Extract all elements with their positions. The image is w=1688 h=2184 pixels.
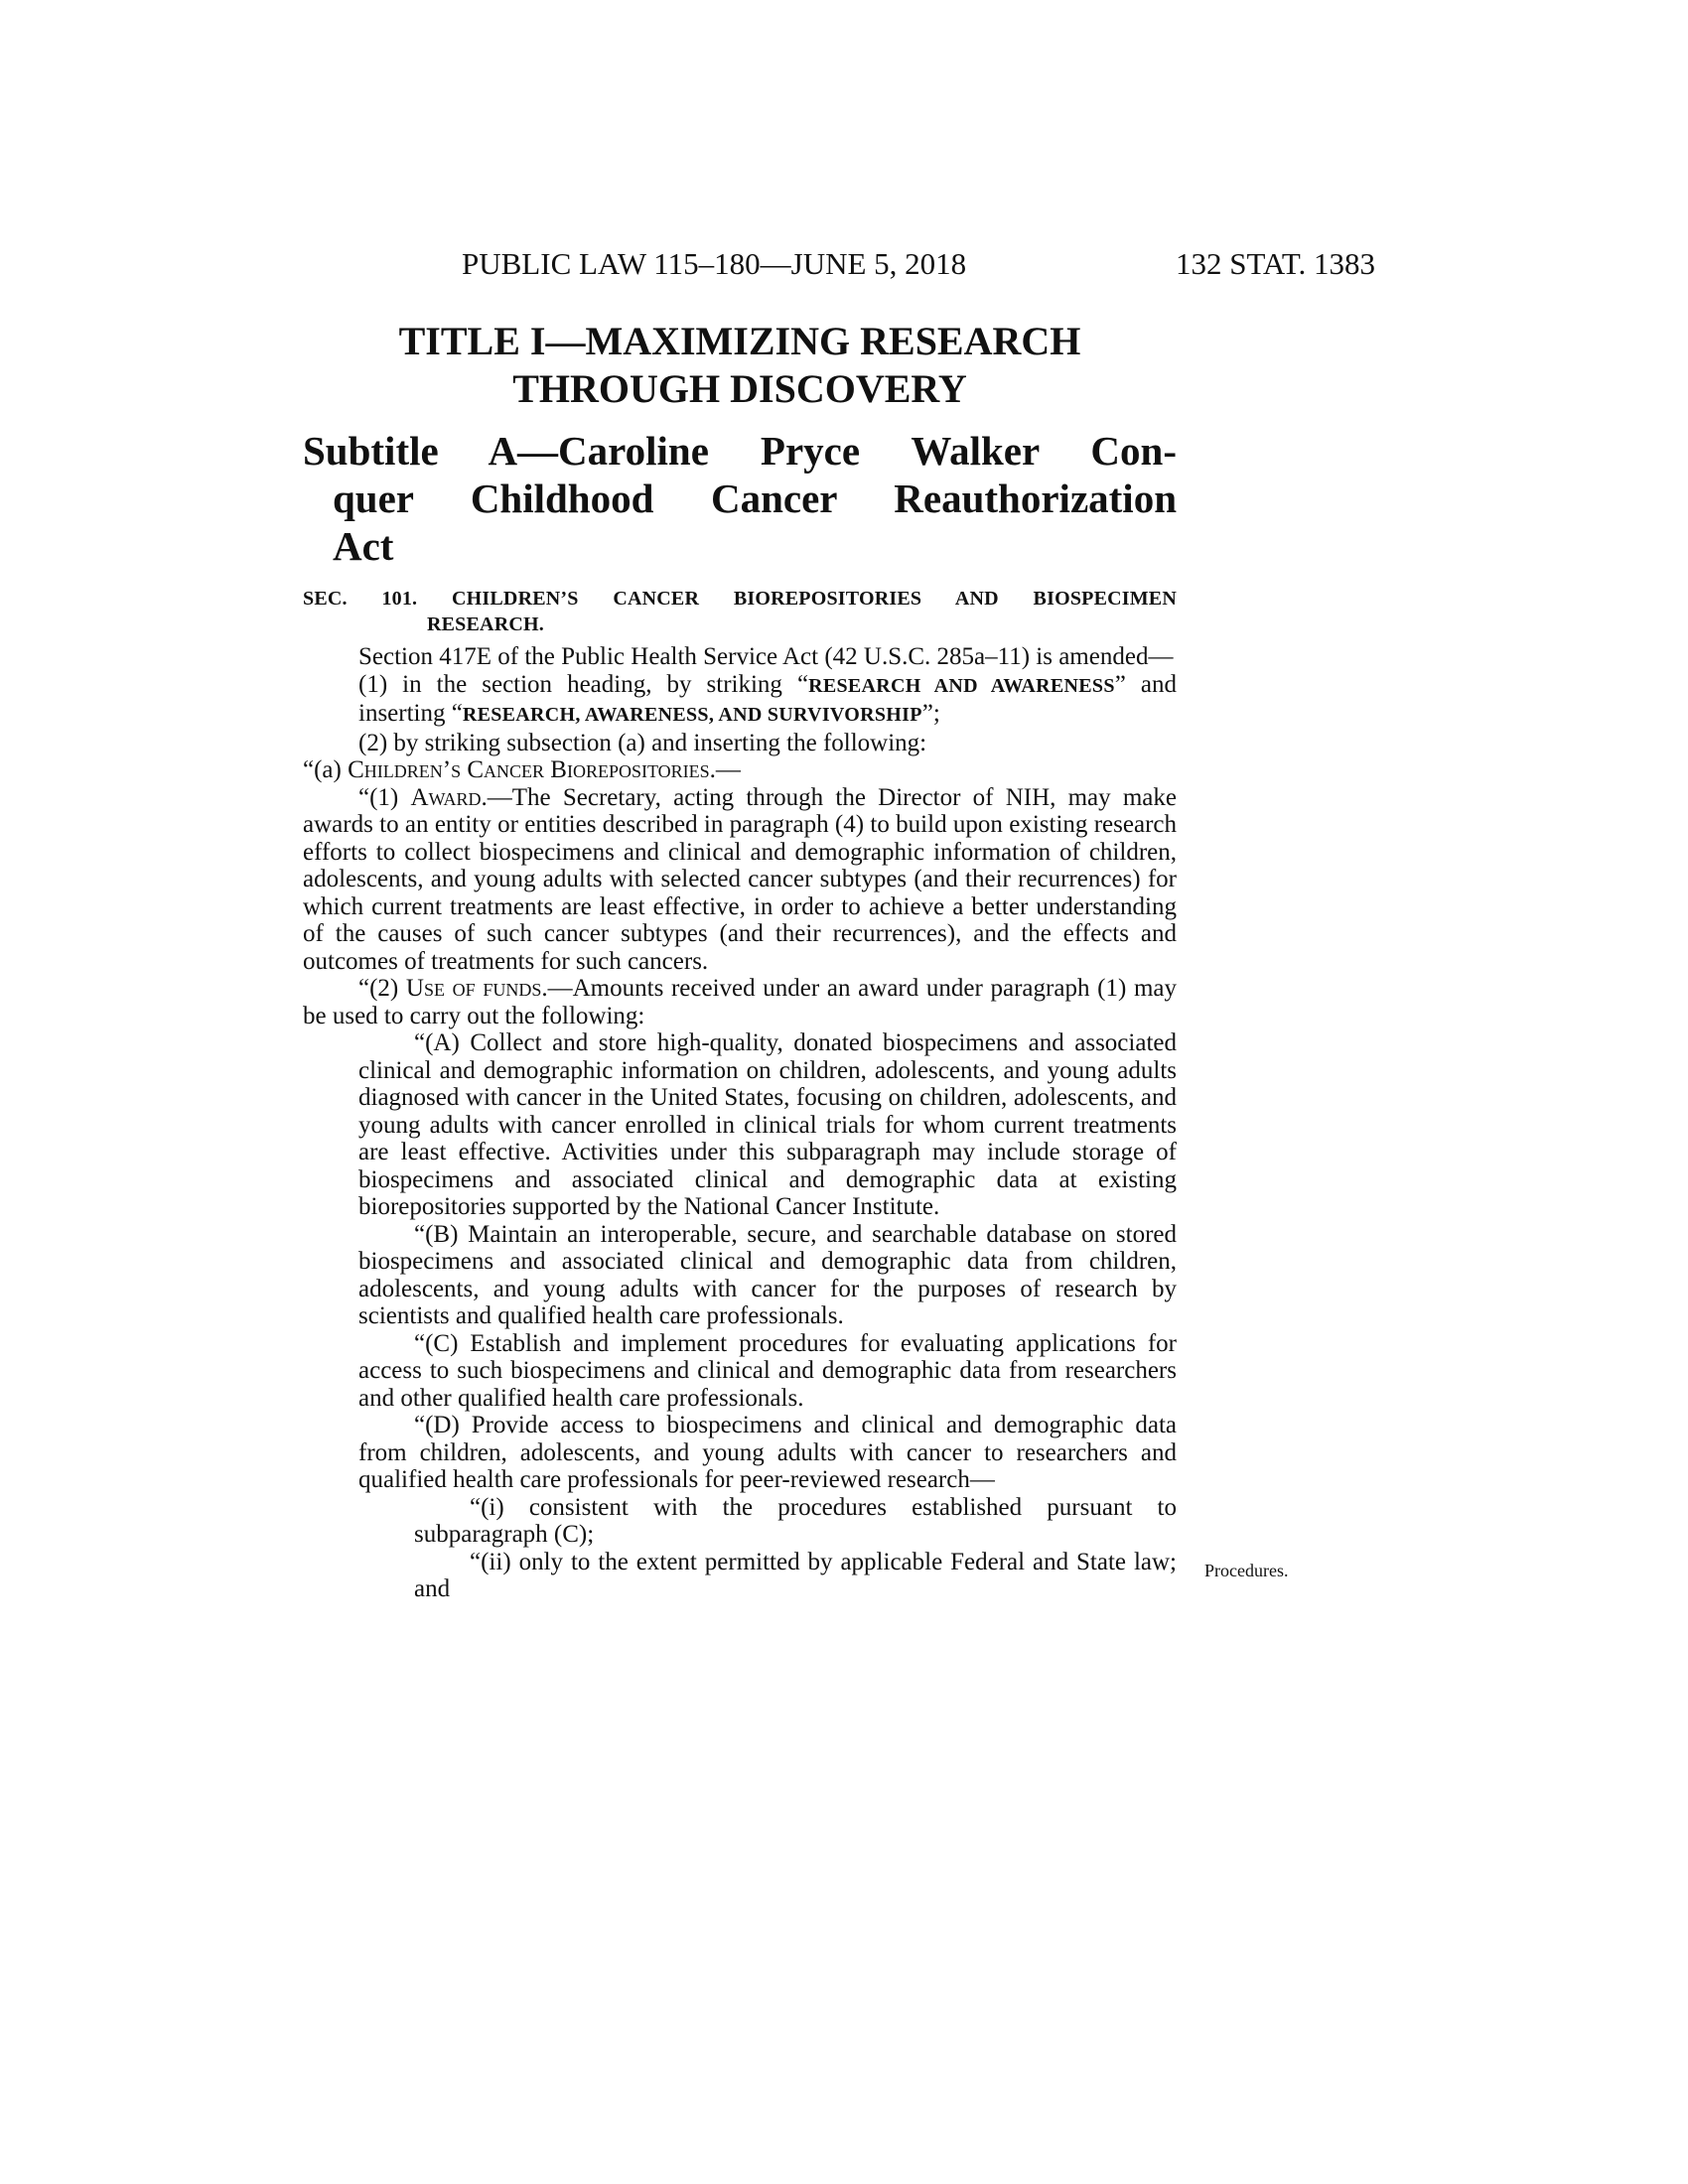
amendment-item-1: (1) in the section heading, by striking “RESEARCH AND AWARENESS” and inserting “RESEARCH, AWARENESS, AND SURVIVORSHIP”; (358, 670, 1178, 727)
section-heading-line-1: SEC. 101. CHILDREN’S CANCER BIOREPOSITORIES AND BIOSPECIMEN (303, 588, 1177, 610)
paragraph-1-award: “(1) Award.—The Secretary, acting through the Director of NIH, may make awards to an entity or entities described in paragraph (4) to build upon existing research efforts to collect biospecimens and clinical and demographic information of children, adolescents, and young adults with selected cancer subtypes (and their recurrences) for which current treatments are least effective, in order to achieve a better understanding of the causes of such cancer subtypes (and their recurrences), and the effects and outcomes of treatments for such cancers. (303, 783, 1177, 975)
subtitle-line-2: quer Childhood Cancer Reauthorization (333, 476, 1177, 521)
section-intro: Section 417E of the Public Health Service Act (42 U.S.C. 285a–11) is amended— (358, 643, 1174, 670)
section-body (303, 643, 1177, 1603)
paragraph-2-use-of-funds: “(2) Use of funds.—Amounts received under an award under paragraph (1) may be used to carry out the following: (303, 975, 1177, 1029)
subparagraph-b: “(B) Maintain an interoperable, secure, and searchable database on stored biospecimens and associated clinical and demographic data from children, adolescents, and young adults with cancer for the purposes of research by scientists and qualified health care professionals. (358, 1220, 1177, 1329)
title-heading (303, 318, 1177, 413)
public-law-citation: PUBLIC LAW 115–180—JUNE 5, 2018 (462, 246, 967, 281)
subtitle-line-1: Subtitle A—Caroline Pryce Walker Con- (303, 428, 1177, 474)
margin-note-procedures: Procedures. (1204, 1561, 1289, 1580)
clause-i: “(i) consistent with the procedures established pursuant to subparagraph (C); (414, 1493, 1177, 1548)
section-heading-line-2: RESEARCH. (427, 614, 544, 635)
subparagraph-c: “(C) Establish and implement procedures for evaluating applications for access to such biospecimens and clinical and demographic data from researchers and other qualified health care professionals. (358, 1329, 1177, 1412)
subtitle-line-3: Act (333, 523, 394, 569)
amendment-item-2: (2) by striking subsection (a) and inserting the following: (358, 729, 927, 756)
subparagraph-d: “(D) Provide access to biospecimens and clinical and demographic data from children, adolescents, and young adults with cancer to researchers and qualified health care professionals for peer-reviewed research— (358, 1412, 1177, 1493)
statute-page-number: 132 STAT. 1383 (1175, 246, 1375, 281)
subtitle-heading (303, 427, 1177, 570)
section-heading (303, 586, 1177, 637)
subsection-a-heading: “(a) Children’s Cancer Biorepositories.— (303, 756, 741, 783)
clause-ii: “(ii) only to the extent permitted by applicable Federal and State law; and (414, 1548, 1177, 1602)
title-line-1: TITLE I—MAXIMIZING RESEARCH (398, 319, 1081, 363)
title-line-2: THROUGH DISCOVERY (512, 366, 967, 411)
subparagraph-a: “(A) Collect and store high-quality, donated biospecimens and associated clinical and demographic information on children, adolescents, and young adults diagnosed with cancer in the United States, focusing on children, adolescents, and young adults with cancer enrolled in clinical trials for whom current treatments are least effective. Activities under this subparagraph may include storage of biospecimens and associated clinical and demographic data at existing biorepositories supported by the National Cancer Institute. (358, 1029, 1177, 1220)
